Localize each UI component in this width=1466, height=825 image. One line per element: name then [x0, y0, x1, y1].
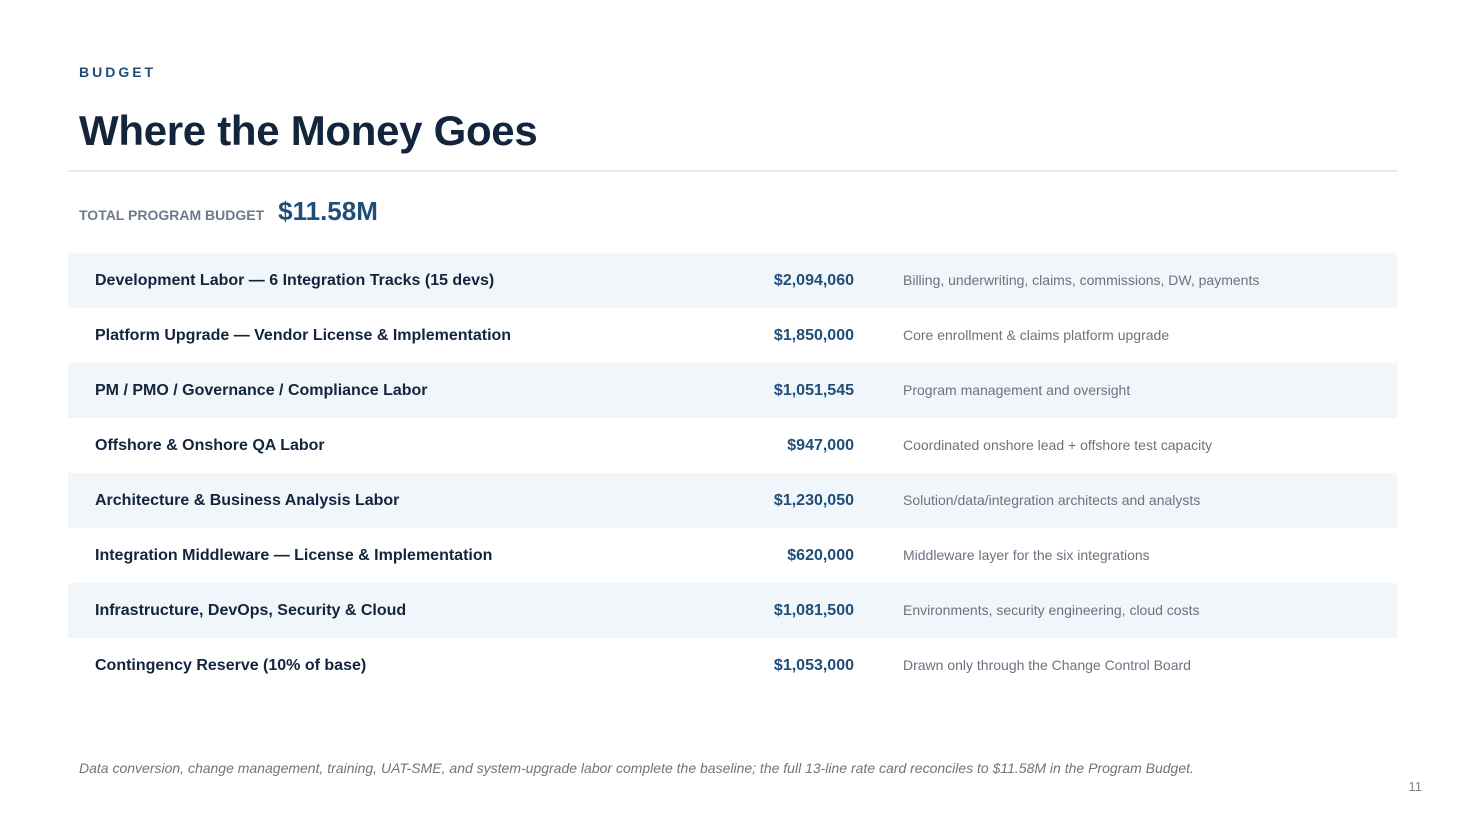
budget-item-name: Infrastructure, DevOps, Security & Cloud — [95, 601, 407, 619]
budget-row — [68, 473, 1397, 528]
total-budget-value: $11.58M — [278, 196, 378, 226]
budget-item-description: Environments, security engineering, cloud costs — [903, 601, 1200, 618]
budget-table — [68, 253, 1397, 693]
budget-item-name: Offshore & Onshore QA Labor — [95, 436, 325, 454]
budget-row — [68, 253, 1397, 308]
title-divider — [68, 170, 1397, 172]
budget-item-description: Solution/data/integration architects and analysts — [903, 491, 1201, 508]
budget-item-description: Coordinated onshore lead + offshore test capacity — [903, 436, 1213, 453]
budget-item-amount: $620,000 — [787, 546, 854, 564]
budget-item-amount: $1,230,050 — [773, 491, 854, 509]
budget-item-description: Drawn only through the Change Control Board — [903, 656, 1191, 673]
budget-item-amount: $1,053,000 — [773, 656, 854, 674]
total-budget-label: TOTAL PROGRAM BUDGET — [79, 207, 265, 223]
budget-row — [68, 418, 1397, 473]
page-number: 11 — [1408, 779, 1422, 794]
total-budget-summary — [79, 196, 378, 228]
budget-item-name: PM / PMO / Governance / Compliance Labor — [95, 381, 428, 399]
budget-row — [68, 528, 1397, 583]
budget-row — [68, 363, 1397, 418]
budget-item-description: Middleware layer for the six integrations — [903, 546, 1150, 563]
section-eyebrow: BUDGET — [79, 64, 157, 80]
budget-item-description: Program management and oversight — [903, 381, 1131, 398]
budget-item-amount: $2,094,060 — [773, 271, 854, 289]
budget-item-name: Platform Upgrade — Vendor License & Implementation — [95, 326, 512, 344]
budget-item-amount: $1,051,545 — [773, 381, 854, 399]
budget-row — [68, 583, 1397, 638]
page-title: Where the Money Goes — [79, 107, 538, 154]
budget-item-amount: $1,850,000 — [773, 326, 854, 344]
budget-item-name: Architecture & Business Analysis Labor — [95, 491, 400, 509]
budget-item-name: Integration Middleware — License & Implementation — [95, 546, 493, 564]
footnote: Data conversion, change management, training, UAT-SME, and system-upgrade labor complete the baseline; the full 13-line rate card reconciles to $11.58M in the Program Budget. — [79, 760, 1194, 776]
budget-item-amount: $1,081,500 — [773, 601, 854, 619]
budget-item-description: Core enrollment & claims platform upgrade — [903, 326, 1170, 343]
budget-row — [68, 638, 1397, 693]
budget-item-name: Contingency Reserve (10% of base) — [95, 656, 367, 674]
budget-row — [68, 308, 1397, 363]
budget-item-amount: $947,000 — [787, 436, 854, 454]
budget-item-description: Billing, underwriting, claims, commissions, DW, payments — [903, 271, 1260, 288]
budget-item-name: Development Labor — 6 Integration Tracks (15 devs) — [95, 271, 495, 289]
